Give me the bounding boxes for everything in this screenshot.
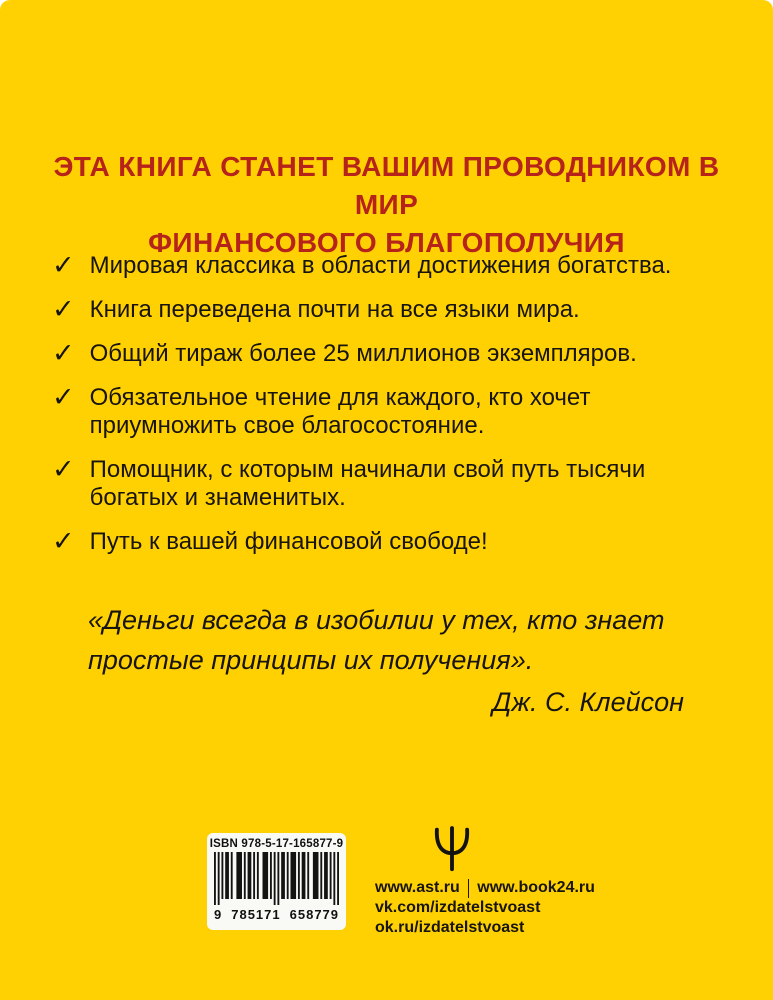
vk-link-text: vk.com/izdatelstvoast [375, 899, 541, 916]
feature-item [52, 528, 735, 556]
book24-site-text: www.book24.ru [477, 879, 595, 896]
feature-text: Общий тираж более 25 миллионов экземпляров. [89, 340, 637, 367]
checkmark-icon: ✓ [52, 454, 75, 485]
checkmark-icon: ✓ [52, 382, 75, 413]
feature-text: Мировая классика в области достижения богатства. [89, 252, 672, 279]
headline [30, 148, 743, 262]
publisher-links [375, 878, 595, 938]
feature-item [52, 340, 735, 368]
ok-row [375, 918, 595, 938]
quote-text: «Деньги всегда в изобилии у тех, кто знает простые принципы их получения». [88, 605, 665, 675]
barcode [207, 833, 346, 930]
separator-bar [468, 879, 470, 898]
ok-link-text: ok.ru/izdatelstvoast [375, 919, 525, 936]
checkmark-icon: ✓ [52, 294, 75, 325]
feature-text: Обязательное чтение для каждого, кто хочет приумножить свое благосостояние. [89, 384, 591, 439]
feature-text: Помощник, с которым начинали свой путь тысячи богатых и знаменитых. [89, 456, 646, 511]
feature-item [52, 456, 735, 512]
checkmark-icon: ✓ [52, 250, 75, 281]
feature-item [52, 296, 735, 324]
vk-row [375, 898, 595, 918]
ast-trident-icon [431, 824, 473, 874]
quote-attribution: Дж. С. Клейсон [492, 687, 684, 717]
checkmark-icon: ✓ [52, 338, 75, 369]
publisher-block [375, 824, 595, 938]
barcode-digits: 9 785171 658779 [214, 907, 340, 922]
feature-item [52, 384, 735, 440]
headline-line2: ФИНАНСОВОГО БЛАГОПОЛУЧИЯ [148, 227, 625, 258]
feature-item [52, 252, 735, 280]
headline-line1: ЭТА КНИГА СТАНЕТ ВАШИМ ПРОВОДНИКОМ В МИР [53, 151, 720, 220]
quote-block [88, 600, 690, 722]
checkmark-icon: ✓ [52, 526, 75, 557]
ast-site-text: www.ast.ru [375, 879, 460, 896]
isbn-label: ISBN 978-5-17-165877-9 [209, 838, 344, 850]
sites-row [375, 878, 595, 898]
barcode-bars-image [214, 852, 339, 906]
feature-text: Книга переведена почти на все языки мира. [89, 296, 580, 323]
feature-list [52, 252, 735, 572]
feature-text: Путь к вашей финансовой свободе! [89, 528, 488, 555]
